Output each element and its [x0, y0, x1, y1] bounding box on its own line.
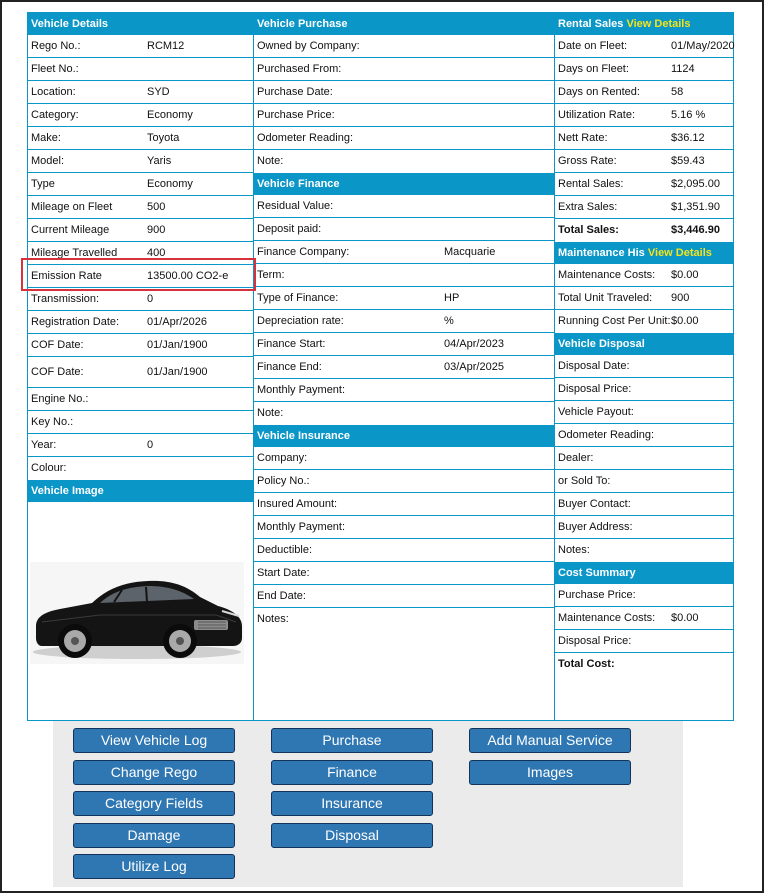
finance-row: [254, 379, 554, 402]
field-label: Total Sales:: [558, 224, 619, 236]
field-label: Deposit paid:: [257, 223, 322, 235]
finance-row: [254, 333, 554, 356]
vehicle-details-header: [28, 13, 253, 35]
field-label: Current Mileage: [31, 224, 110, 236]
field-label: Disposal Price:: [558, 635, 632, 647]
detail-row-type: [28, 173, 253, 196]
field-label: Vehicle Payout:: [558, 406, 634, 418]
field-label: Purchase Price:: [558, 589, 636, 601]
disposal-row: [555, 539, 734, 562]
purchase-button[interactable]: Purchase: [271, 728, 433, 753]
utilize-log-button[interactable]: Utilize Log: [73, 854, 235, 879]
finance-row: [254, 310, 554, 333]
rental-sales-header: [555, 13, 734, 35]
detail-row-mileage-on-fleet: [28, 196, 253, 219]
insurance-button[interactable]: Insurance: [271, 791, 433, 816]
field-label: Monthly Payment:: [257, 384, 346, 396]
disposal-row: [555, 470, 734, 493]
purchase-row: [254, 35, 554, 58]
detail-row-transmission: [28, 288, 253, 311]
field-label: Depreciation rate:: [257, 315, 344, 327]
field-label: Disposal Date:: [558, 360, 630, 372]
field-label: Notes:: [257, 613, 289, 625]
detail-row-location: [28, 81, 253, 104]
field-label: Buyer Contact:: [558, 498, 631, 510]
field-value: $3,446.90: [671, 224, 720, 236]
black-sedan-car-image: [30, 562, 244, 664]
finance-row: [254, 195, 554, 218]
field-label: Finance Start:: [257, 338, 326, 350]
disposal-button[interactable]: Disposal: [271, 823, 433, 848]
field-value: 5.16 %: [671, 109, 706, 121]
field-label: Note:: [257, 407, 284, 419]
disposal-row: [555, 493, 734, 516]
detail-row-current-mileage: [28, 219, 253, 242]
field-value: 01/Jan/1900: [147, 366, 208, 378]
field-label: Term:: [257, 269, 285, 281]
field-value: Yaris: [147, 155, 172, 167]
field-value: $1,351.90: [671, 201, 720, 213]
vehicle-image-header: [28, 480, 253, 502]
detail-row-engine-no: [28, 388, 253, 411]
field-label: Utilization Rate:: [558, 109, 636, 121]
field-value: HP: [444, 292, 460, 304]
rental-row: [555, 35, 734, 58]
section-title: Rental Sales: [558, 18, 624, 30]
detail-row-rego: [28, 35, 253, 58]
field-value: Macquarie: [444, 246, 496, 258]
insurance-row: [254, 562, 554, 585]
field-value: 01/Apr/2026: [147, 316, 207, 328]
field-value: SYD: [147, 86, 170, 98]
purchase-row: [254, 58, 554, 81]
detail-row-model: [28, 150, 253, 173]
field-value: 900: [147, 224, 166, 236]
insurance-row: [254, 585, 554, 608]
field-label: Days on Fleet:: [558, 63, 629, 75]
finance-row: [254, 264, 554, 287]
finance-row: [254, 287, 554, 310]
add-manual-service-button[interactable]: Add Manual Service: [469, 728, 631, 753]
rental-row: [555, 58, 734, 81]
cost-summary-header: [555, 562, 734, 584]
rental-row: [555, 150, 734, 173]
field-label: Transmission:: [31, 293, 100, 305]
view-vehicle-log-button[interactable]: View Vehicle Log: [73, 728, 235, 753]
field-label: Disposal Price:: [558, 383, 632, 395]
disposal-row: [555, 378, 734, 401]
purchase-row: [254, 104, 554, 127]
field-value: $0.00: [671, 612, 699, 624]
maintenance-row: [555, 264, 734, 287]
cost-row: [555, 630, 734, 653]
change-rego-button[interactable]: Change Rego: [73, 760, 235, 785]
vehicle-details-column: [28, 13, 253, 720]
finance-row: [254, 402, 554, 425]
field-label: Dealer:: [558, 452, 594, 464]
section-title: Vehicle Finance: [257, 178, 340, 190]
disposal-row: [555, 355, 734, 378]
images-button[interactable]: Images: [469, 760, 631, 785]
section-title: Vehicle Disposal: [558, 338, 645, 350]
field-value: $0.00: [671, 269, 699, 281]
field-value: 0: [147, 439, 154, 451]
field-label: Start Date:: [257, 567, 310, 579]
field-value: 58: [671, 86, 684, 98]
field-label: Location:: [31, 86, 76, 98]
field-value: 04/Apr/2023: [444, 338, 504, 350]
maintenance-row: [555, 287, 734, 310]
vehicle-info-panel: [27, 12, 734, 721]
rental-row: [555, 196, 734, 219]
finance-row: [254, 218, 554, 241]
section-title: Vehicle Insurance: [257, 430, 350, 442]
field-label: Owned by Company:: [257, 40, 360, 52]
rental-row: [555, 173, 734, 196]
field-label: Type of Finance:: [257, 292, 339, 304]
section-title: Maintenance His: [558, 247, 645, 259]
field-label: or Sold To:: [558, 475, 611, 487]
field-label: Purchased From:: [257, 63, 342, 75]
field-label: Company:: [257, 452, 308, 464]
field-label: Finance Company:: [257, 246, 350, 258]
cost-row: [555, 584, 734, 607]
insurance-row: [254, 493, 554, 516]
field-label: Maintenance Costs:: [558, 269, 656, 281]
field-value: Toyota: [147, 132, 180, 144]
field-label: Category:: [31, 109, 79, 121]
field-label: Engine No.:: [31, 393, 89, 405]
field-label: Finance End:: [257, 361, 322, 373]
field-label: Notes:: [558, 544, 590, 556]
purchase-row: [254, 150, 554, 173]
field-label: Total Unit Traveled:: [558, 292, 653, 304]
purchase-finance-insurance-column: [253, 13, 554, 720]
field-value: RCM12: [147, 40, 185, 52]
detail-row-key-no: [28, 411, 253, 434]
field-value: $0.00: [671, 315, 699, 327]
detail-row-year: [28, 434, 253, 457]
field-label: Date on Fleet:: [558, 40, 628, 52]
field-label: COF Date:: [31, 366, 84, 378]
field-label: End Date:: [257, 590, 306, 602]
field-label: Note:: [257, 155, 284, 167]
insurance-row: [254, 447, 554, 470]
detail-row-colour: [28, 457, 253, 480]
insurance-row: [254, 470, 554, 493]
disposal-row: [555, 401, 734, 424]
field-value: 13500.00 CO2-e: [147, 270, 229, 282]
field-value: 1124: [671, 63, 695, 75]
rental-row: [555, 104, 734, 127]
vehicle-insurance-header: [254, 425, 554, 447]
finance-button[interactable]: Finance: [271, 760, 433, 785]
field-value: $36.12: [671, 132, 705, 144]
detail-row-cof-date-2: [28, 357, 253, 388]
field-label: Odometer Reading:: [558, 429, 654, 441]
field-label: Insured Amount:: [257, 498, 338, 510]
detail-row-category: [28, 104, 253, 127]
section-title: Vehicle Details: [31, 18, 109, 30]
rental-maintenance-disposal-column: [554, 13, 734, 720]
field-label: Mileage Travelled: [31, 247, 118, 259]
field-label: Make:: [31, 132, 61, 144]
field-value: $2,095.00: [671, 178, 720, 190]
field-value: 01/May/2020: [671, 40, 735, 52]
disposal-row: [555, 516, 734, 539]
field-label: Purchase Date:: [257, 86, 333, 98]
rental-view-details-link[interactable]: View Details: [626, 18, 691, 30]
finance-row: [254, 241, 554, 264]
detail-row-cof-date: [28, 334, 253, 357]
maintenance-view-details-link[interactable]: View Details: [647, 247, 712, 259]
field-value: %: [444, 315, 454, 327]
field-value: 01/Jan/1900: [147, 339, 208, 351]
insurance-row: [254, 516, 554, 539]
detail-row-registration-date: [28, 311, 253, 334]
field-label: Emission Rate: [31, 270, 102, 282]
emission-rate-highlight-box: [21, 258, 256, 291]
field-label: Total Cost:: [558, 658, 615, 670]
category-fields-button[interactable]: Category Fields: [73, 791, 235, 816]
purchase-row: [254, 81, 554, 104]
field-label: Registration Date:: [31, 316, 120, 328]
finance-row: [254, 356, 554, 379]
cost-row-total: [555, 653, 734, 676]
field-label: Purchase Price:: [257, 109, 335, 121]
field-label: Odometer Reading:: [257, 132, 353, 144]
vehicle-purchase-header: [254, 13, 554, 35]
rental-row: [555, 81, 734, 104]
field-label: Running Cost Per Unit:: [558, 315, 671, 327]
field-label: Mileage on Fleet: [31, 201, 113, 213]
field-label: Gross Rate:: [558, 155, 617, 167]
field-label: Residual Value:: [257, 200, 334, 212]
field-value: 500: [147, 201, 166, 213]
insurance-row: [254, 539, 554, 562]
vehicle-image: [30, 562, 244, 664]
field-label: Model:: [31, 155, 65, 167]
field-label: Nett Rate:: [558, 132, 608, 144]
field-label: Buyer Address:: [558, 521, 633, 533]
field-label: Deductible:: [257, 544, 313, 556]
section-title: Cost Summary: [558, 567, 636, 579]
field-value: $59.43: [671, 155, 705, 167]
field-label: Extra Sales:: [558, 201, 618, 213]
field-label: Key No.:: [31, 416, 74, 428]
action-button-panel: [53, 721, 683, 887]
maintenance-row: [555, 310, 734, 333]
disposal-row: [555, 424, 734, 447]
field-label: Rego No.:: [31, 40, 81, 52]
section-title: Vehicle Image: [31, 485, 104, 497]
field-label: Fleet No.:: [31, 63, 79, 75]
field-value: Economy: [147, 109, 193, 121]
rental-row: [555, 127, 734, 150]
field-label: Rental Sales:: [558, 178, 624, 190]
detail-row-fleet: [28, 58, 253, 81]
field-label: Monthly Payment:: [257, 521, 346, 533]
rental-row-total: [555, 219, 734, 242]
insurance-row: [254, 608, 554, 631]
section-title: Vehicle Purchase: [257, 18, 348, 30]
vehicle-finance-header: [254, 173, 554, 195]
vehicle-disposal-header: [555, 333, 734, 355]
field-label: Year:: [31, 439, 57, 451]
disposal-row: [555, 447, 734, 470]
field-label: COF Date:: [31, 339, 84, 351]
field-label: Days on Rented:: [558, 86, 640, 98]
field-label: Colour:: [31, 462, 67, 474]
field-label: Policy No.:: [257, 475, 310, 487]
field-value: 0: [147, 293, 154, 305]
field-label: Maintenance Costs:: [558, 612, 656, 624]
field-value: Economy: [147, 178, 193, 190]
purchase-row: [254, 127, 554, 150]
detail-row-make: [28, 127, 253, 150]
field-label: Type: [31, 178, 55, 190]
field-value: 900: [671, 292, 690, 304]
cost-row: [555, 607, 734, 630]
field-value: 03/Apr/2025: [444, 361, 504, 373]
maintenance-header: [555, 242, 734, 264]
damage-button[interactable]: Damage: [73, 823, 235, 848]
field-value: 400: [147, 247, 166, 259]
